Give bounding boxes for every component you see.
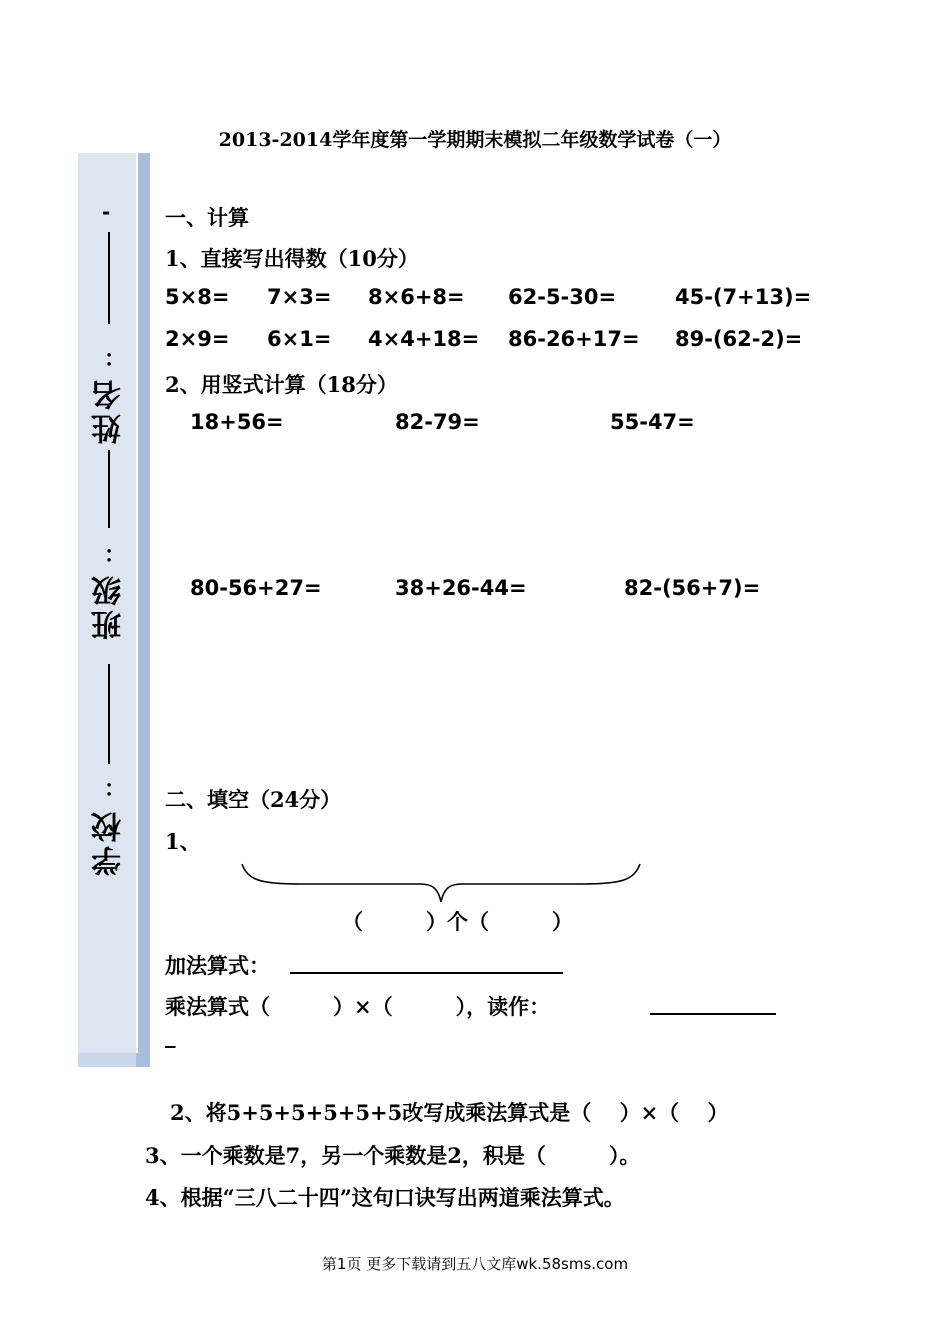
calc-item: 62-5-30=: [508, 285, 617, 309]
s2-q2: 2、将5+5+5+5+5+5改写成乘法算式是（ ）×（ ）: [170, 1100, 729, 1125]
calc-item: 89-(62-2)=: [675, 327, 803, 351]
school-colon: ：: [104, 777, 127, 802]
vertical-calc-item: 82-(56+7)=: [624, 576, 761, 600]
multiplication-label: 乘法算式（ ）×（ ），读作：: [165, 994, 551, 1019]
binding-top-dash: -: [102, 200, 111, 224]
vertical-calc-item: 38+26-44=: [395, 576, 527, 600]
vertical-calc-item: 80-56+27=: [190, 576, 322, 600]
calc-item: 86-26+17=: [508, 327, 640, 351]
calc-item: 6×1=: [267, 327, 332, 351]
calc-item: 4×4+18=: [368, 327, 480, 351]
q2-label: 2、用竖式计算（18分）: [165, 372, 398, 397]
school-label: 学校: [92, 808, 127, 876]
trailing-underscore: _: [165, 1024, 176, 1048]
vertical-calc-item: 82-79=: [395, 410, 480, 434]
addition-label: 加法算式：: [165, 953, 270, 978]
name-blank-line: [108, 232, 110, 324]
section2-heading: 二、填空（24分）: [165, 787, 342, 812]
class-colon-mark: ：: [104, 543, 127, 568]
s2-q4: 4、根据“三八二十四”这句口诀写出两道乘法算式。: [145, 1185, 625, 1210]
calc-item: 8×6+8=: [368, 285, 465, 309]
class-blank-line: [108, 450, 110, 528]
section1-heading: 一、计算: [165, 205, 249, 230]
q1-label: 1、直接写出得数（10分）: [165, 246, 419, 271]
page-title: 2013-2014学年度第一学期期末模拟二年级数学试卷（一）: [218, 129, 732, 151]
calc-item: 7×3=: [267, 285, 332, 309]
curly-brace: [240, 858, 642, 906]
name-colon: ：: [104, 347, 127, 372]
calc-item: 45-(7+13)=: [675, 285, 812, 309]
calc-item: 5×8=: [165, 285, 230, 309]
class-label: 班级: [92, 572, 127, 640]
page-footer: 第1页 更多下载请到五八文库wk.58sms.com: [321, 1255, 629, 1273]
binding-strip-divider: [136, 153, 138, 1053]
brace-caption: （ ）个（ ）: [342, 909, 573, 934]
read-as-blank: ____________: [650, 991, 776, 1015]
s2-q1-number: 1、: [165, 829, 201, 854]
vertical-calc-item: 55-47=: [610, 410, 695, 434]
vertical-calc-item: 18+56=: [190, 410, 284, 434]
binding-strip-edge: [136, 153, 150, 1067]
addition-blank: __________________________: [290, 950, 563, 974]
calc-item: 2×9=: [165, 327, 230, 351]
s2-q3: 3、一个乘数是7，另一个乘数是2，积是（ ）。: [145, 1143, 641, 1168]
school-blank-line: [108, 664, 110, 764]
name-label: 姓名: [92, 376, 127, 444]
